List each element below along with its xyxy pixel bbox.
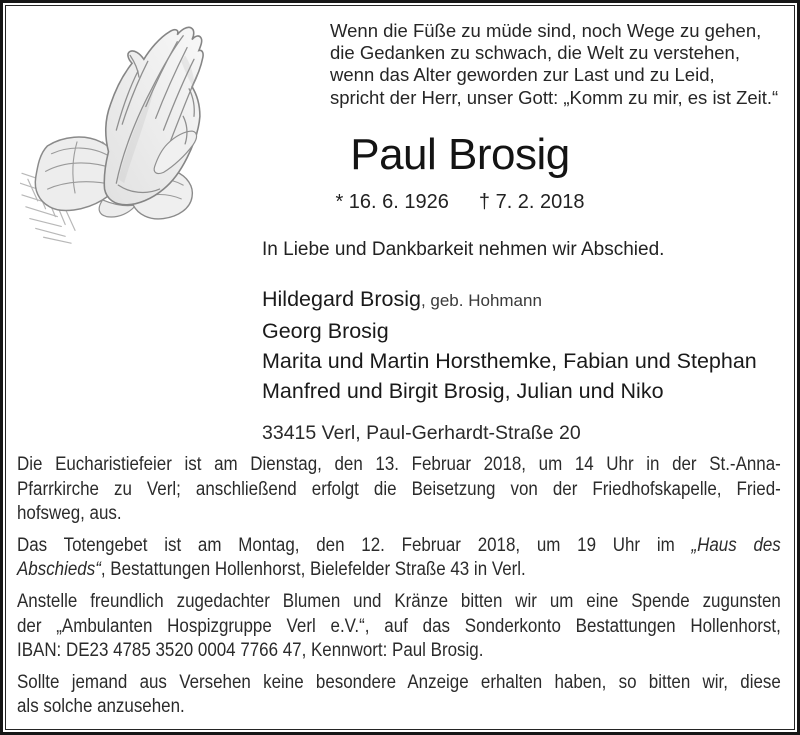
verse-line: Wenn die Füße zu müde sind, noch Wege zu gehen, (330, 20, 762, 41)
donation-notice: Anstelle freundlich zugedachter Blumen und Kränze bitten wir um eine Spende zugunsten der „Ambulanten Hospizgruppe Verl e.V.“, auf das Sonderkonto Bestattungen Hollenhorst, IBAN: DE23 4785 3520 0004 7766 47, Kennwort: Paul Brosig. (17, 589, 781, 662)
birth-date: * 16. 6. 1926 (335, 191, 449, 213)
family-member (262, 284, 757, 316)
verse-line: spricht der Herr, unser Gott: „Komm zu mir, es ist Zeit.“ (330, 86, 779, 108)
family-member-name: Hildegard Brosig (262, 287, 421, 311)
family-list (262, 284, 757, 448)
life-dates (262, 190, 658, 214)
funeral-notices (17, 452, 795, 726)
praying-hands-image (20, 25, 252, 247)
farewell-text: In Liebe und Dankbarkeit nehmen wir Abschied. (262, 239, 665, 260)
eucharist-notice: Die Eucharistiefeier ist am Dienstag, den 13. Februar 2018, um 14 Uhr in der St.-Anna- Pfarrkirche zu Verl; anschließend erfolgt die Beisetzung von der Friedhofskapelle, Fried- hofsweg, aus. (17, 453, 781, 525)
border-frame (5, 5, 795, 730)
verse-line: die Gedanken zu schwach, die Welt zu verstehen, (330, 42, 740, 64)
hands-silhouette (104, 27, 203, 204)
apology-notice: Sollte jemand aus Versehen keine besondere Anzeige erhalten haben, so bitten wir, diese als solche anzusehen. (17, 670, 781, 718)
condensed-text-block (17, 452, 781, 719)
verse (330, 20, 778, 109)
maiden-name: , geb. Hohmann (420, 291, 542, 310)
family-member: Manfred und Birgit Brosig, Julian und Niko (262, 379, 664, 403)
family-member: Marita und Martin Horsthemke, Fabian und Stephan (262, 349, 757, 373)
memorial-header (262, 132, 658, 214)
family-member: Georg Brosig (262, 319, 389, 343)
verse-line: wenn das Alter geworden zur Last und zu Leid, (330, 64, 715, 86)
death-date: † 7. 2. 2018 (478, 191, 585, 213)
totengebet-notice: Das Totengebet ist am Montag, den 12. Februar 2018, um 19 Uhr im „Haus des Abschieds“, Bestattungen Hollenhorst, Bielefelder Straße 43 in Verl. (17, 533, 781, 581)
address: 33415 Verl, Paul-Gerhardt-Straße 20 (262, 422, 581, 444)
deceased-name: Paul Brosig (350, 130, 570, 179)
